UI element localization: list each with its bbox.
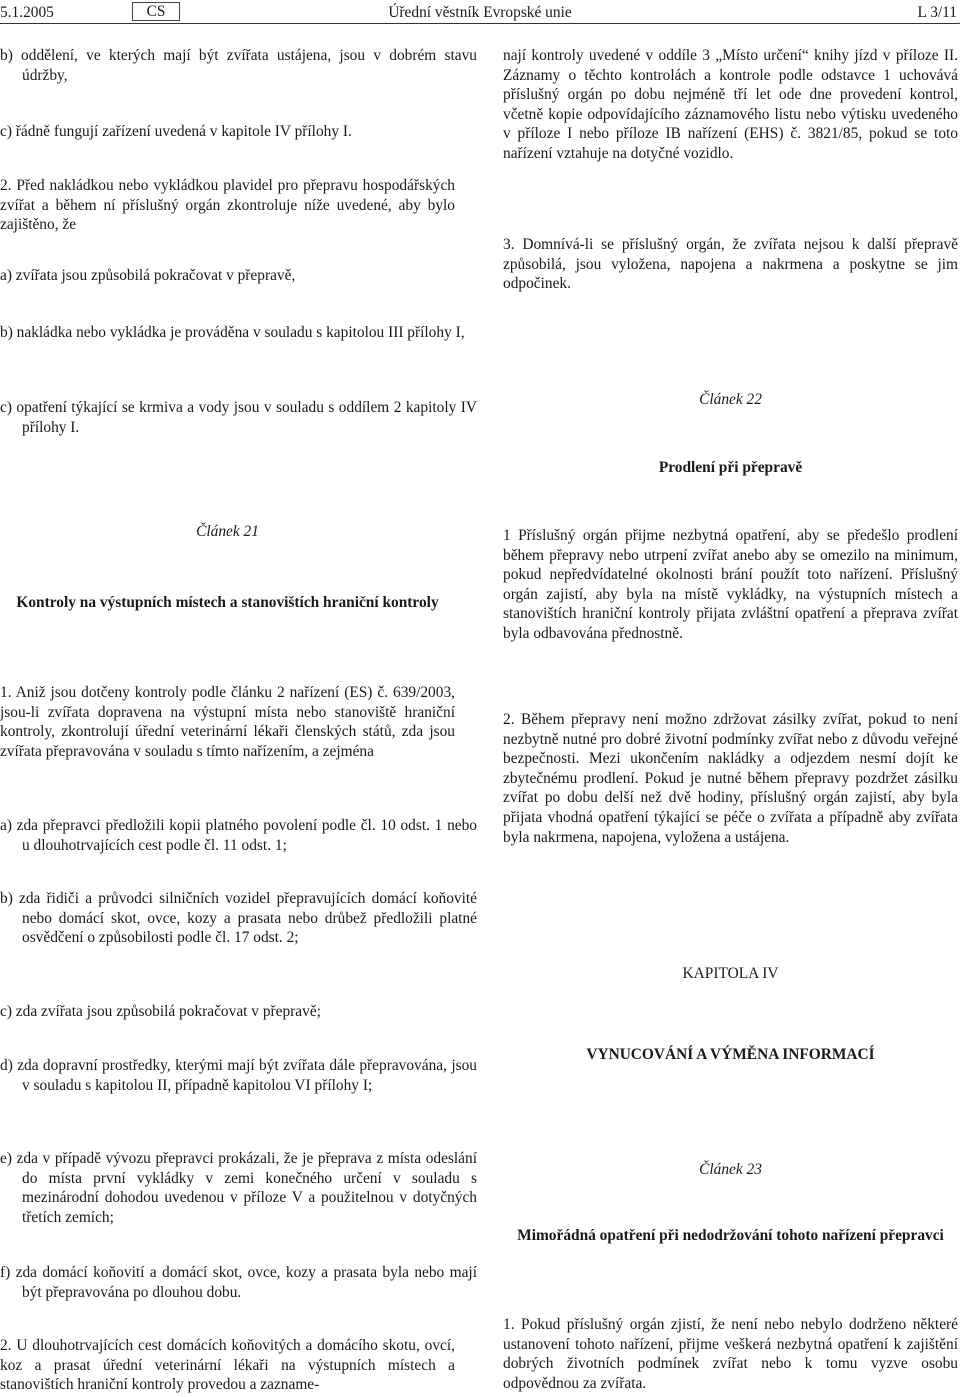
article-21-paragraph-1: 1. Aniž jsou dotčeny kontroly podle článku 2 nařízení (ES) č. 639/2003, jsou-li zvířata dopravena na výstupní místa nebo stanoviště hraniční kontroly, zkontrolují úřední veterinární lékaři členských států, zda jsou zvířata přepravována v souladu s tímto nařízením, a zejména	[0, 684, 455, 760]
journal-title: Úřední věstník Evropské unie	[388, 4, 572, 21]
paragraph-c-feed-water: c) opatření týkající se krmiva a vody jsou v souladu s oddílem 2 kapitoly IV přílohy I.	[0, 399, 477, 436]
header-rule	[0, 23, 960, 24]
paragraph-2-vessels: 2. Před nakládkou nebo vykládkou plavidel pro přepravu hospodářských zvířat a během ní příslušný orgán zkontroluje níže uvedené, aby bylo zajištěno, že	[0, 177, 455, 234]
paragraph-2a-fitness: a) zvířata jsou způsobilá pokračovat v přepravě,	[0, 267, 296, 284]
article-22-heading: Prodlení při přepravě	[658, 459, 803, 476]
article-23-paragraph-1: 1. Pokud příslušný orgán zjistí, že není nebo nebylo dodrženo některé ustanovení tohoto nařízení, přijme veškerá nezbytná opatření k zajištění dobrých životních podmínek zvířat nebo k tomu vyzve osobu odpovědnou za zvířata.	[503, 1316, 958, 1392]
article-23-heading: Mimořádná opatření při nedodržování tohoto nařízení přepravci	[517, 1227, 944, 1244]
article-22-label: Článek 22	[699, 391, 762, 408]
article-23-label: Článek 23	[699, 1161, 762, 1178]
paragraph-b-maintenance: b) oddělení, ve kterých mají být zvířata ustájena, jsou v dobrém stavu údržby,	[0, 47, 477, 84]
article-21-paragraph-2: 2. U dlouhotrvajících cest domácích koňovitých a domácího skotu, ovcí, koz a prasat úřední veterinární lékaři na výstupních místech a stanovištích hraniční kontroly provedou a zazname-	[0, 1337, 455, 1394]
header-date: 5.1.2005	[0, 4, 54, 21]
chapter-4-label: KAPITOLA IV	[682, 965, 779, 982]
page-number: L 3/11	[917, 4, 957, 21]
article-21-label: Článek 21	[196, 523, 259, 540]
article-21-item-a: a) zda přepravci předložili kopii platného povolení podle čl. 10 odst. 1 nebo u dlouhotrvajících cest podle čl. 11 odst. 1;	[0, 817, 477, 854]
article-21-heading: Kontroly na výstupních místech a stanovištích hraniční kontroly	[16, 594, 439, 611]
article-21-item-d: d) zda dopravní prostředky, kterými mají být zvířata dále přepravována, jsou v souladu s kapitolou II, případně kapitolou VI přílohy I;	[0, 1057, 477, 1094]
article-21-item-b: b) zda řidiči a průvodci silničních vozidel přepravujících domácí koňovité nebo domácí skot, ovce, kozy a prasata nebo drůbež předložili platné osvědčení o způsobilosti podle čl. 17 odst. 2;	[0, 890, 477, 947]
article-22-paragraph-2: 2. Během přepravy není možno zdržovat zásilky zvířat, pokud to není nezbytně nutné pro dobré životní podmínky zvířat nebo z důvodu veřejné bezpečnosti. Mezi ukončením nakládky a odjezdem nesmí dojít ke zbytečnému prodlení. Pokud je nutné během přepravy pozdržet zásilku zvířat po dobu delší než dvě hodiny, příslušný orgán zajistí, aby byla přijata vhodná opatření týkající se péče o zvířata a případně aby zvířata byla nakrmena, napojena, vyložena a ustájena.	[503, 711, 958, 846]
language-badge: CS	[132, 2, 180, 21]
article-21-item-e: e) zda v případě vývozu přepravci prokázali, že je přeprava z místa odeslání do místa první vykládky v zemi konečného určení v souladu s mezinárodní dohodou uvedenou v příloze V a použitelnou v dotyčných třetích zemích;	[0, 1150, 477, 1226]
article-21-item-c: c) zda zvířata jsou způsobilá pokračovat v přepravě;	[0, 1003, 321, 1020]
paragraph-3-unfit: 3. Domnívá-li se příslušný orgán, že zvířata nejsou k další přepravě způsobilá, jsou vyložena, napojena a nakrmena a poskytne se jim odpočinek.	[503, 236, 958, 293]
paragraph-continued-checks: nají kontroly uvedené v oddíle 3 „Místo určení“ knihy jízd v příloze II. Záznamy o těchto kontrolách a kontrole podle odstavce 1 uchovává příslušný orgán po dobu nejméně tří let ode dne provedení kontrol, včetně kopie odpovídajícího záznamového listu nebo výtisku uvedeného v příloze I nebo příloze IB nařízení (EHS) č. 3821/85, pokud se toto nařízení vztahuje na dotyčné vozidlo.	[503, 47, 958, 162]
chapter-4-title: VYNUCOVÁNÍ A VÝMĚNA INFORMACÍ	[586, 1046, 875, 1063]
article-21-item-f: f) zda domácí koňovití a domácí skot, ovce, kozy a prasata byla nebo mají být přepravována po dlouhou dobu.	[0, 1264, 477, 1301]
page-header	[0, 0, 960, 22]
article-22-paragraph-1: 1 Příslušný orgán přijme nezbytná opatření, aby se předešlo prodlení během přepravy nebo utrpení zvířat anebo aby se omezilo na minimum, pokud nepředvídatelné okolnosti brání použít toto nařízení. Příslušný orgán zajistí, aby byla na místě vykládky, na výstupních místech a stanovištích hraniční kontroly přijata zvláštní opatření a přeprava zvířat byla odbavována přednostně.	[503, 527, 958, 642]
paragraph-c-equipment: c) řádně fungují zařízení uvedená v kapitole IV přílohy I.	[0, 123, 352, 140]
paragraph-b-loading: b) nakládka nebo vykládka je prováděna v souladu s kapitolou III přílohy I,	[0, 324, 465, 341]
